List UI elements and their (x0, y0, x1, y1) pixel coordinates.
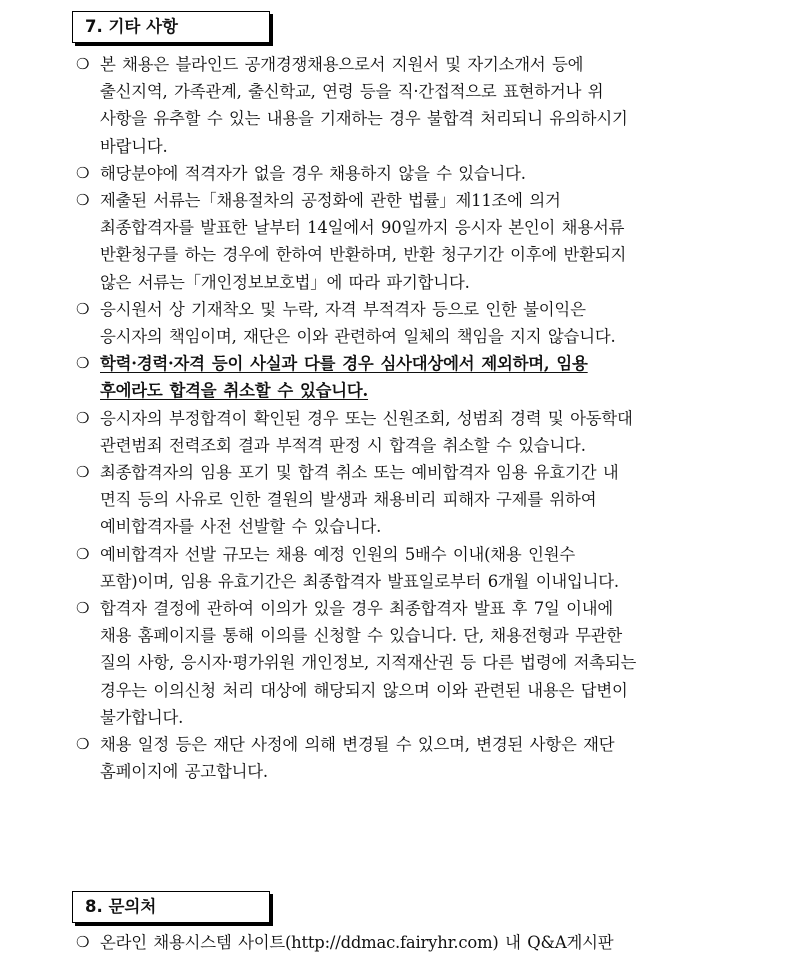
notice-item-reserve-selection (76, 459, 756, 541)
notice-item-no-qualified (76, 160, 756, 187)
notice-line: 반환청구를 하는 경우에 한하여 반환하며, 반환 청구기간 이후에 반환되지 (100, 245, 627, 265)
notice-line: 최종합격자의 임용 포기 및 합격 취소 또는 예비합격자 임용 유효기간 내 (100, 463, 619, 483)
notice-line: 홈페이지에 공고합니다. (100, 762, 268, 782)
notice-line: 않은 서류는「개인정보보호법」에 따라 파기합니다. (100, 272, 470, 292)
notice-line: 응시원서 상 기재착오 및 누락, 자격 부적격자 등으로 인한 불이익은 (100, 299, 586, 319)
notice-item-application-errors (76, 296, 756, 350)
notice-line: 채용 일정 등은 재단 사정에 의해 변경될 수 있으며, 변경된 사항은 재단 (100, 735, 615, 755)
notice-item-reserve-scale (76, 541, 756, 595)
notice-line: 면직 등의 사유로 인한 결원의 발생과 채용비리 피해자 구제를 위하여 (100, 490, 597, 510)
notice-line: 해당분야에 적격자가 없을 경우 채용하지 않을 수 있습니다. (100, 163, 526, 183)
notice-line: 응시자의 부정합격이 확인된 경우 또는 신원조회, 성범죄 경력 및 아동학대 (100, 408, 633, 428)
notice-item-document-return (76, 187, 756, 296)
circle-bullet-icon: ❍ (76, 408, 90, 427)
circle-bullet-icon: ❍ (76, 599, 90, 618)
notice-line-emphasized: 학력·경력·자격 등이 사실과 다를 경우 심사대상에서 제외하며, 임용 (100, 354, 588, 374)
notice-line: 응시자의 책임이며, 재단은 이와 관련하여 일체의 책임을 지지 않습니다. (100, 327, 616, 347)
notice-item-false-credentials (76, 350, 756, 404)
notice-line: 제출된 서류는「채용절차의 공정화에 관한 법률」제11조에 의거 (100, 191, 561, 211)
circle-bullet-icon: ❍ (76, 735, 90, 754)
notice-item-objection (76, 595, 756, 731)
notice-item-schedule-change (76, 731, 756, 785)
notice-item-blind-hiring (76, 51, 756, 160)
notice-line: 예비합격자 선발 규모는 채용 예정 인원의 5배수 이내(채용 인원수 (100, 544, 575, 564)
notice-line: 출신지역, 가족관계, 출신학교, 연령 등을 직·간접적으로 표현하거나 위 (100, 82, 604, 102)
circle-bullet-icon: ❍ (76, 299, 90, 318)
notice-line: 합격자 결정에 관하여 이의가 있을 경우 최종합격자 발표 후 7일 이내에 (100, 599, 614, 619)
notice-line: 관련범죄 전력조회 결과 부적격 판정 시 합격을 취소할 수 있습니다. (100, 435, 586, 455)
notice-line: 채용 홈페이지를 통해 이의를 신청할 수 있습니다. 단, 채용전형과 무관한 (100, 626, 622, 646)
section-8-list (76, 929, 756, 956)
notice-line: 포함)이며, 임용 유효기간은 최종합격자 발표일로부터 6개월 이내입니다. (100, 571, 619, 591)
notice-line: 예비합격자를 사전 선발할 수 있습니다. (100, 517, 382, 537)
contact-item-online-system (76, 929, 756, 956)
circle-bullet-icon: ❍ (76, 544, 90, 563)
notice-line: 경우는 이의신청 처리 대상에 해당되지 않으며 이와 관련된 내용은 답변이 (100, 680, 628, 700)
circle-bullet-icon: ❍ (76, 191, 90, 210)
circle-bullet-icon: ❍ (76, 163, 90, 182)
circle-bullet-icon: ❍ (76, 463, 90, 482)
circle-bullet-icon: ❍ (76, 55, 90, 73)
notice-line: 최종합격자를 발표한 날부터 14일에서 90일까지 응시자 본인이 채용서류 (100, 218, 625, 238)
notice-line: 본 채용은 블라인드 공개경쟁채용으로서 지원서 및 자기소개서 등에 (100, 55, 584, 74)
section-8-heading: 8. 문의처 (72, 891, 270, 923)
notice-line-emphasized: 후에라도 합격을 취소할 수 있습니다. (100, 381, 369, 401)
section-7-list (76, 51, 756, 785)
notice-line: 바랍니다. (100, 136, 168, 156)
circle-bullet-icon: ❍ (76, 933, 90, 951)
circle-bullet-icon: ❍ (76, 354, 90, 373)
section-7-heading: 7. 기타 사항 (72, 11, 270, 43)
notice-line: 불가합니다. (100, 707, 184, 727)
notice-line: 질의 사항, 응시자·평가위원 개인정보, 지적재산권 등 다른 법령에 저촉되는 (100, 653, 637, 673)
notice-item-fraud-cancellation (76, 405, 756, 459)
contact-line: 온라인 채용시스템 사이트(http://ddmac.fairyhr.com) 내 Q&A게시판 (100, 933, 614, 952)
notice-line: 사항을 유추할 수 있는 내용을 기재하는 경우 불합격 처리되니 유의하시기 (100, 109, 628, 129)
